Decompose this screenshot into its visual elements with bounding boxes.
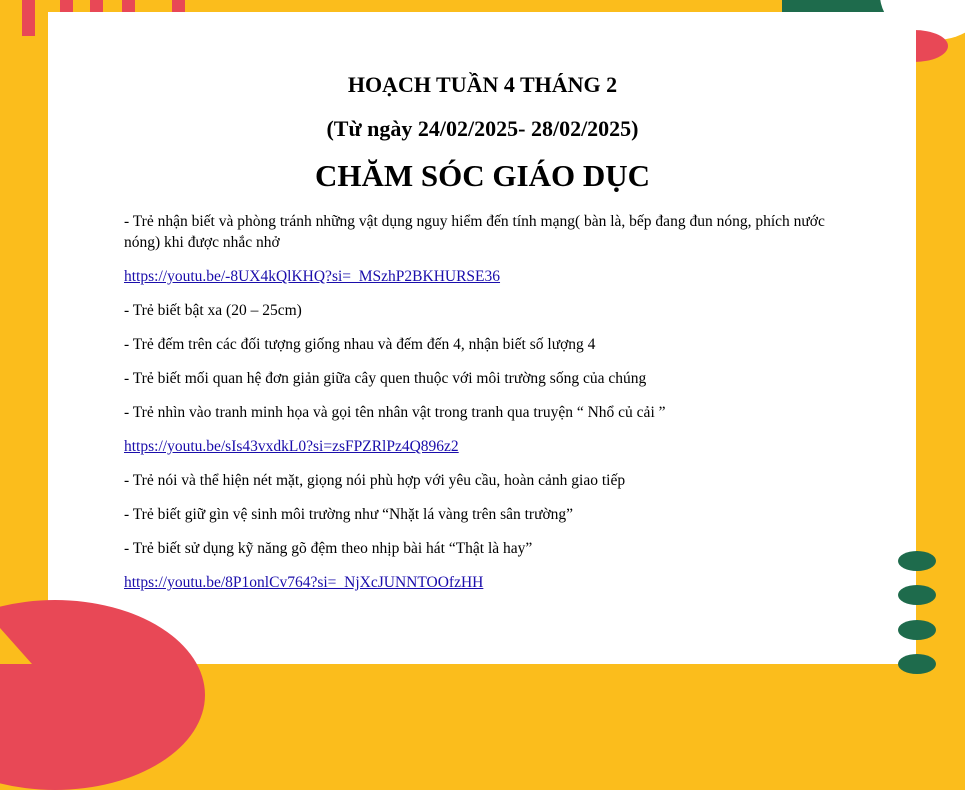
title-line-1: HOẠCH TUẦN 4 THÁNG 2 — [347, 72, 618, 97]
youtube-link[interactable]: https://youtu.be/sIs43vxdkL0?si=zsFPZRlPz4Q896z2 — [124, 438, 459, 455]
section-heading: CHĂM SÓC GIÁO DỤC — [315, 158, 650, 193]
list-item: - Trẻ biết sử dụng kỹ năng gõ đệm theo nhịp bài hát “Thật là hay” — [124, 540, 533, 557]
list-item: - Trẻ đếm trên các đối tượng giống nhau và đếm đến 4, nhận biết số lượng 4 — [124, 336, 596, 353]
list-item: - Trẻ biết bật xa (20 – 25cm) — [124, 302, 302, 319]
list-item: - Trẻ nhận biết và phòng tránh những vật dụng nguy hiểm đến tính mạng( bàn là, bếp đang đun nóng, phích nước nóng) khi được nhắc nhở — [124, 213, 825, 251]
youtube-link[interactable]: https://youtu.be/8P1onlCv764?si=_NjXcJUNNTOOfzHH — [124, 574, 484, 591]
list-item: - Trẻ biết giữ gìn vệ sinh môi trường như “Nhặt lá vàng trên sân trường” — [124, 506, 574, 523]
youtube-link[interactable]: https://youtu.be/-8UX4kQlKHQ?si=_MSzhP2BKHURSE36 — [124, 268, 501, 285]
document-body — [124, 211, 844, 606]
title-date-range: (Từ ngày 24/02/2025- 28/02/2025) — [326, 116, 639, 141]
decor-yellow-triangle — [0, 628, 32, 664]
list-item: - Trẻ biết mối quan hệ đơn giản giữa cây quen thuộc với môi trường sống của chúng — [124, 370, 647, 387]
list-item: - Trẻ nhìn vào tranh minh họa và gọi tên nhân vật trong tranh qua truyện “ Nhổ củ cải ” — [124, 404, 666, 421]
list-item: - Trẻ nói và thể hiện nét mặt, giọng nói phù hợp với yêu cầu, hoàn cảnh giao tiếp — [124, 472, 626, 489]
